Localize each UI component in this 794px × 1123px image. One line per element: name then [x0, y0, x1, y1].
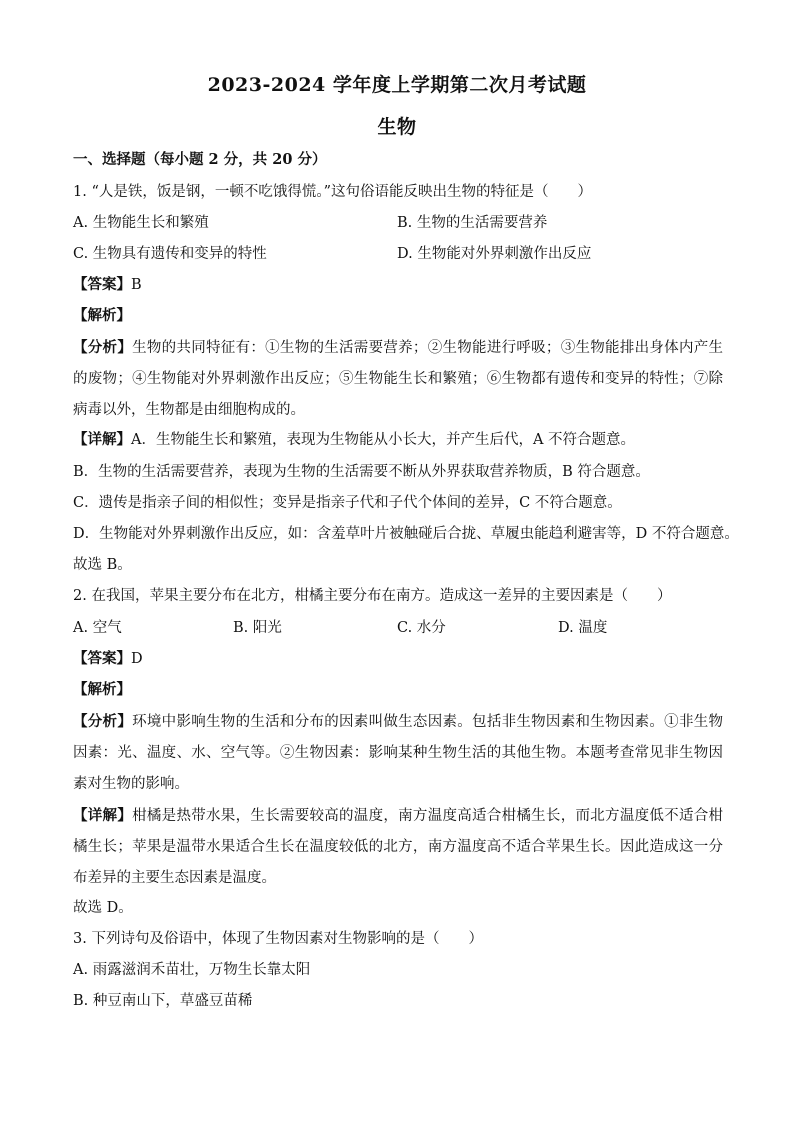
exam-title: 2023-2024 学年度上学期第二次月考试题 — [207, 74, 587, 96]
question-3-stem: 3. 下列诗句及俗语中，体现了生物因素对生物影响的是（ ） — [73, 931, 483, 947]
question-2-option-b: B. 阳光 — [233, 620, 282, 636]
analysis-text: 生物的共同特征有：①生物的生活需要营养；②生物能进行呼吸；③生物能排出身体内产生的废物；④生物能对外界刺激作出反应；⑤生物能生长和繁殖；⑥生物都有遗传和变异的特性；⑦除病毒以外，生物都是由细胞构成的。 — [73, 340, 724, 418]
question-1-option-a: A. 生物能生长和繁殖 — [73, 215, 209, 231]
question-1-analysis — [73, 332, 723, 426]
question-2-option-d: D. 温度 — [558, 620, 608, 636]
question-1-detail-a — [73, 430, 728, 450]
detail-tag: 【详解】 — [73, 431, 131, 448]
section-heading: 一、选择题（每小题 2 分，共 20 分） — [73, 151, 327, 168]
question-1-option-d: D. 生物能对外界刺激作出反应 — [397, 246, 592, 262]
jiexi-tag: 【解析】 — [73, 307, 131, 324]
question-1-detail-b: B．生物的生活需要营养，表现为生物的生活需要不断从外界获取营养物质，B 符合题意。 — [73, 464, 650, 480]
answer-value: D — [131, 651, 143, 667]
detail-text: A．生物能生长和繁殖，表现为生物能从小长大，并产生后代，A 不符合题意。 — [131, 432, 636, 448]
jiexi-tag: 【解析】 — [73, 681, 131, 698]
question-2-option-a: A. 空气 — [73, 620, 122, 636]
question-2-answer — [73, 649, 728, 669]
answer-value: B — [131, 277, 142, 293]
question-1-option-b: B. 生物的生活需要营养 — [397, 215, 548, 231]
question-3-option-b: B. 种豆南山下，草盛豆苗稀 — [73, 993, 253, 1009]
analysis-text: 环境中影响生物的生活和分布的因素叫做生态因素。包括非生物因素和生物因素。①非生物因素：光、温度、水、空气等。②生物因素：影响某种生物生活的其他生物。本题考查常见非生物因素对生物的影响。 — [73, 714, 724, 792]
detail-tag: 【详解】 — [73, 807, 133, 824]
analysis-tag: 【分析】 — [73, 339, 133, 356]
question-2-conclusion: 故选 D。 — [73, 900, 133, 916]
question-1-conclusion: 故选 B。 — [73, 557, 132, 573]
question-2-analysis — [73, 706, 723, 800]
answer-tag: 【答案】 — [73, 650, 131, 667]
question-1-option-c: C. 生物具有遗传和变异的特性 — [73, 246, 267, 262]
question-2-detail — [73, 800, 723, 894]
question-2-option-c: C. 水分 — [397, 620, 446, 636]
detail-text: 柑橘是热带水果，生长需要较高的温度，南方温度高适合柑橘生长，而北方温度低不适合柑橘生长；苹果是温带水果适合生长在温度较低的北方，南方温度高不适合苹果生长。因此造成这一分布差异的主要生态因素是温度。 — [73, 808, 724, 886]
question-3-option-a: A. 雨露滋润禾苗壮，万物生长靠太阳 — [73, 962, 311, 978]
question-1-stem: 1. “人是铁，饭是钢，一顿不吃饿得慌。”这句俗语能反映出生物的特征是（ ） — [73, 184, 593, 200]
answer-tag: 【答案】 — [73, 276, 131, 293]
question-1-detail-c: C．遗传是指亲子间的相似性；变异是指亲子代和子代个体间的差异，C 不符合题意。 — [73, 495, 622, 511]
exam-subject: 生物 — [377, 116, 417, 138]
question-2-jiexi — [73, 680, 728, 700]
question-1-jiexi — [73, 306, 728, 326]
analysis-tag: 【分析】 — [73, 713, 133, 730]
question-1-detail-d: D．生物能对外界刺激作出反应，如：含羞草叶片被触碰后合拢、草履虫能趋利避害等，D 不符合题意。 — [73, 526, 739, 542]
question-1-answer — [73, 275, 728, 295]
question-2-stem: 2. 在我国，苹果主要分布在北方，柑橘主要分布在南方。造成这一差异的主要因素是（ ） — [73, 588, 672, 604]
